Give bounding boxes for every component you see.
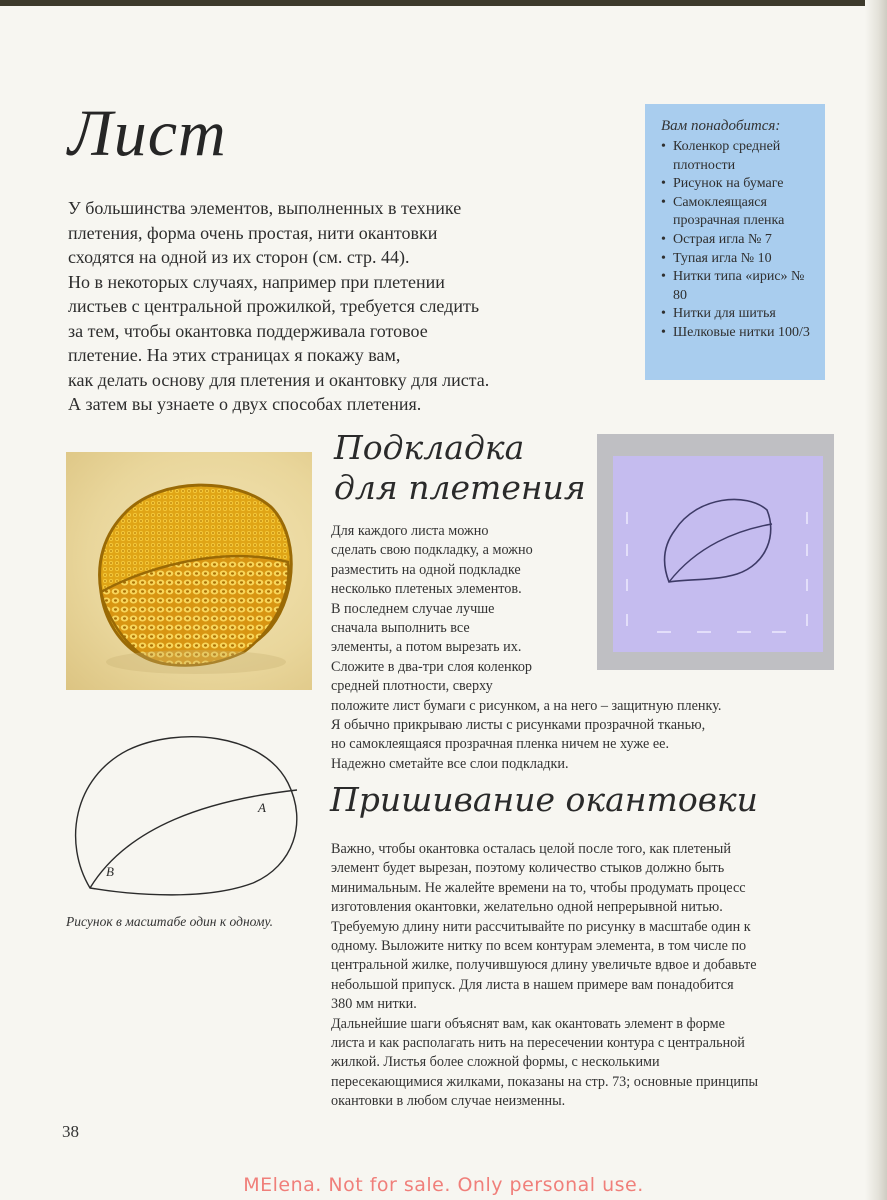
text-line: но самоклеящаяся прозрачная пленка ничем не хуже ее.	[331, 736, 670, 753]
section-base-text	[331, 522, 811, 774]
supplies-heading: Вам понадобится:	[661, 118, 781, 134]
section-edging-text	[331, 840, 831, 1112]
leaf-diagram	[68, 728, 308, 904]
intro-line: плетение. На этих страницах я покажу вам,	[68, 345, 401, 365]
text-line: жилкой. Листья более сложной формы, с несколькими	[331, 1054, 660, 1071]
supply-item: • Нитки для шитья	[661, 305, 813, 324]
supply-item: • Коленкор средней плотности	[661, 138, 813, 175]
supply-item: • Нитки типа «ирис» № 80	[661, 268, 813, 305]
page-title: Лист	[68, 97, 227, 170]
supply-item: • Рисунок на бумаге	[661, 175, 813, 194]
text-line: положите лист бумаги с рисунком, а на него – защитную пленку.	[331, 697, 722, 714]
section-heading-edging: Пришивание окантовки	[330, 780, 758, 819]
text-line: средней плотности, сверху	[331, 678, 493, 695]
diagram-label-b: В	[106, 864, 114, 879]
supply-item: • Шелковые нитки 100/3	[661, 324, 813, 343]
section-heading-line: для плетения	[334, 468, 586, 507]
text-line: Надежно сметайте все слои подкладки.	[331, 755, 569, 772]
supplies-box	[645, 104, 825, 380]
text-line: В последнем случае лучше	[331, 600, 495, 617]
supply-item: • Тупая игла № 10	[661, 250, 813, 269]
text-line: Сложите в два-три слоя коленкор	[331, 658, 533, 675]
intro-line: плетения, форма очень простая, нити окантовки	[68, 222, 438, 243]
leaf-outline-drawing	[68, 728, 308, 904]
text-line: окантовки в любом случае неизменны.	[331, 1093, 566, 1110]
text-line: одному. Выложите нитку по всем контурам элемента, в том числе по	[331, 938, 747, 955]
diagram-caption: Рисунок в масштабе один к одному.	[66, 914, 274, 929]
text-line: несколько плетеных элементов.	[331, 581, 522, 598]
supply-item: • Острая игла № 7	[661, 231, 813, 250]
diagram-label-a: А	[258, 800, 266, 815]
text-line: центральной жилке, получившуюся длину увеличьте вдвое и добавьте	[331, 957, 757, 974]
intro-line: сходятся на одной из их сторон (см. стр. 44).	[68, 247, 410, 267]
intro-paragraph	[68, 196, 588, 417]
text-line: сначала выполнить все	[331, 620, 470, 637]
text-line: элементы, а потом вырезать их.	[331, 639, 522, 656]
section-heading-base	[334, 428, 586, 508]
text-line: Я обычно прикрываю листы с рисунками прозрачной тканью,	[331, 717, 706, 734]
text-line: Важно, чтобы окантовка осталась целой после того, как плетеный	[331, 841, 731, 857]
text-line: изготовления окантовки, желательно одной непрерывной нитью.	[331, 899, 723, 916]
text-line: пересекающимися жилками, показаны на стр. 73; основные принципы	[331, 1073, 759, 1090]
intro-line: Но в некоторых случаях, например при плетении	[68, 271, 445, 292]
text-line: минимальным. Не жалейте времени на то, чтобы продумать процесс	[331, 879, 746, 896]
section-heading-line: Подкладка	[334, 428, 525, 467]
text-line: Требуемую длину нити рассчитывайте по рисунку в масштабе один к	[331, 918, 751, 935]
text-line: небольшой припуск. Для листа в нашем примере вам понадобится	[331, 976, 734, 993]
top-border	[0, 0, 887, 6]
page-edge-shadow	[865, 0, 887, 1200]
text-line: 380 мм нитки.	[331, 996, 417, 1013]
text-line: листа и как располагать нить на пересечении контура с центральной	[331, 1035, 745, 1052]
intro-line: У большинства элементов, выполненных в технике	[68, 198, 462, 218]
intro-line: за тем, чтобы окантовка поддерживала готовое	[68, 320, 428, 341]
text-line: Для каждого листа можно	[331, 523, 489, 539]
page-number: 38	[62, 1122, 79, 1141]
supply-item: • Самоклеящаяся прозрачная пленка	[661, 194, 813, 231]
supplies-list	[661, 138, 813, 343]
text-line: Дальнейшие шаги объяснят вам, как окантовать элемент в форме	[331, 1015, 725, 1032]
text-line: элемент будет вырезан, поэтому количество стыков должно быть	[331, 860, 725, 877]
intro-line: листьев с центральной прожилкой, требуется следить	[68, 296, 480, 316]
woven-leaf-image	[66, 452, 312, 690]
text-line: разместить на одной подкладке	[331, 561, 521, 578]
text-line: сделать свою подкладку, а можно	[331, 542, 533, 559]
watermark: MElena. Not for sale. Only personal use.	[243, 1174, 644, 1196]
intro-line: как делать основу для плетения и окантовку для листа.	[68, 369, 490, 390]
woven-leaf-photo	[66, 452, 312, 690]
intro-line: А затем вы узнаете о двух способах плетения.	[68, 394, 422, 414]
